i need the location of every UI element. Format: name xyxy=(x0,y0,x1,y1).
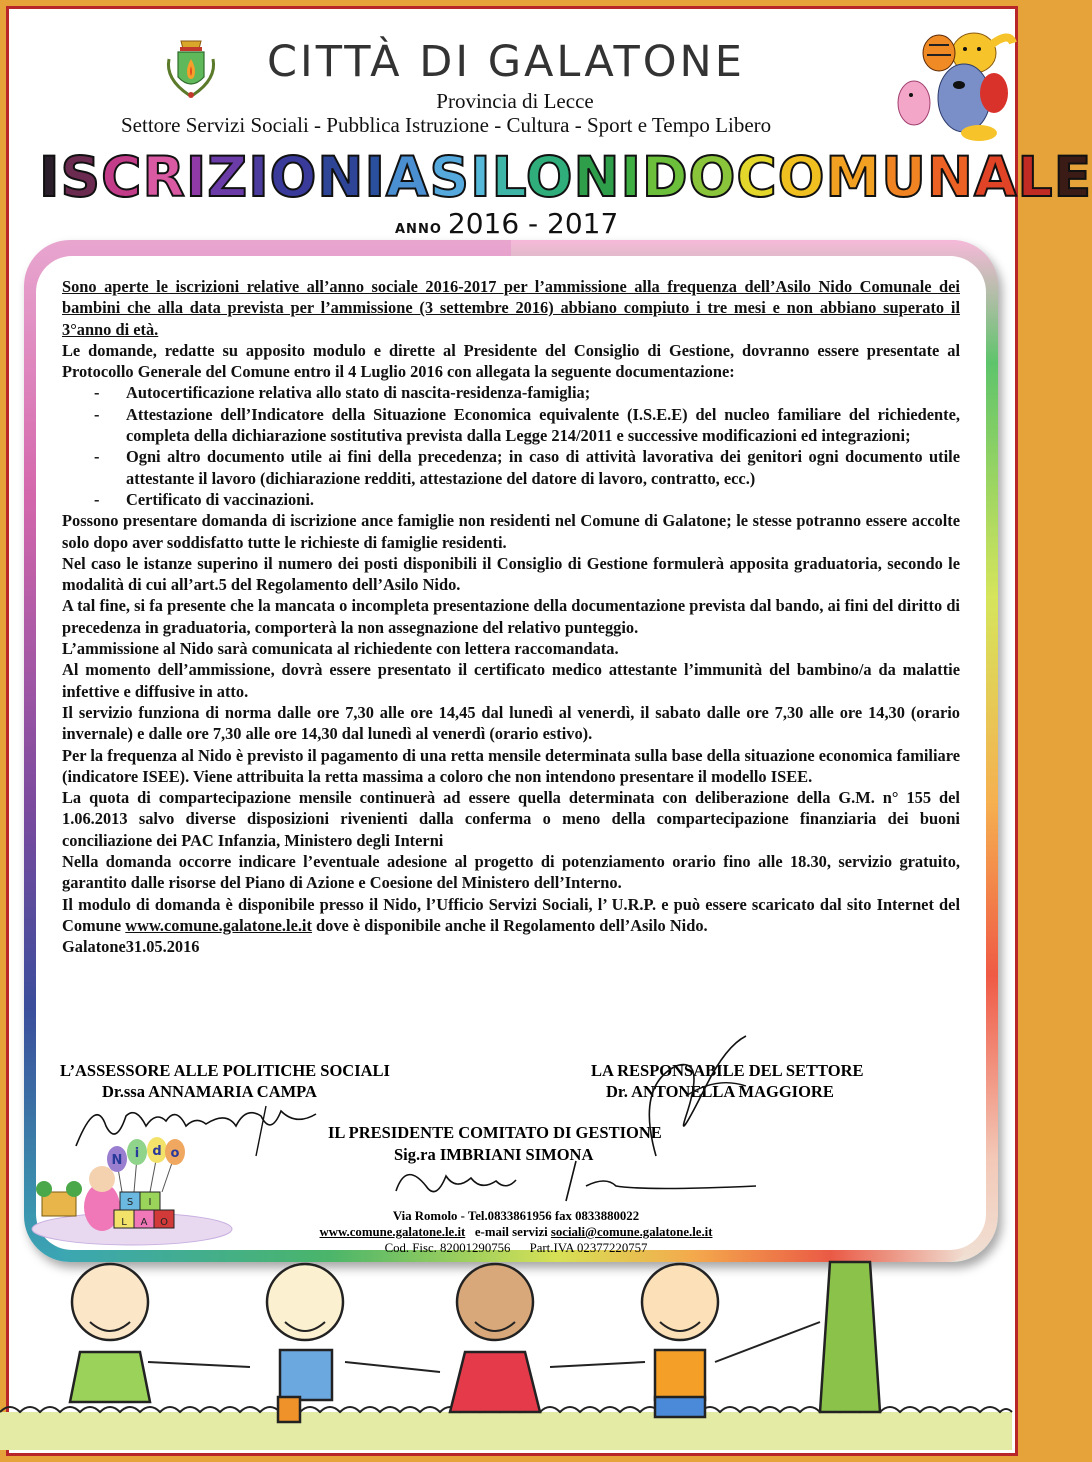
paragraph-text: dove è disponibile anche il Regolamento dell’Asilo Nido. xyxy=(311,915,708,935)
paragraph: Le domande, redatte su apposito modulo e dirette al Presidente del Consiglio di Gestione, dovranno essere presentate al Protocollo Generale del Comune entro il 4 Luglio 2016 con allegata la seguente documentazione: xyxy=(62,340,960,382)
title-letter: A xyxy=(973,145,1018,209)
paragraph: La quota di compartecipazione mensile continuerà ad essere quella determinata con deliberazione della G.M. n° 155 del 1.06.2013 salvo diverse disposizioni rivenienti dalla conferma o meno della compartecipazione finanziaria dei buoni conciliazione dei PAC Infanzia, Ministero degli Interni xyxy=(62,788,960,850)
main-title xyxy=(39,145,1092,209)
title-letter: A xyxy=(385,145,430,209)
title-word xyxy=(39,145,386,209)
center-signatory-name: Sig.ra IMBRIANI SIMONA xyxy=(394,1145,594,1164)
title-letter: Z xyxy=(207,145,249,209)
title-letter: S xyxy=(60,145,102,209)
title-letter: C xyxy=(736,145,778,209)
right-signatory-role: LA RESPONSABILE DEL SETTORE xyxy=(591,1061,864,1080)
title-letter: L xyxy=(1017,145,1054,209)
notice-date: Galatone31.05.2016 xyxy=(62,937,200,957)
year-line xyxy=(395,207,618,240)
contact-info xyxy=(266,1208,766,1256)
title-letter: O xyxy=(777,145,826,209)
address-line: Via Romolo - Tel.0833861956 fax 0833880022 xyxy=(392,1209,640,1223)
title-letter: I xyxy=(185,145,208,209)
block-letter: S xyxy=(126,1197,134,1208)
paragraph: Nella domanda occorre indicare l’eventuale adesione al progetto di potenziamento orario fino alle 18.30, servizio gratuito, garantito dalle risorse del Piano di Azione e Coesione del Ministero dell’Interno. xyxy=(62,852,960,893)
center-signatory-role: IL PRESIDENTE COMITATO DI GESTIONE xyxy=(328,1123,662,1142)
left-signatory-name: Dr.ssa ANNAMARIA CAMPA xyxy=(102,1082,317,1101)
balloon-letter: i xyxy=(134,1146,140,1161)
vat-number: Part.IVA 02377220757 xyxy=(529,1241,648,1255)
list-item: - Ogni altro documento utile ai fini della precedenza; in caso di attività lavorativa dei genitori ogni documento utile attestante il lavoro (dichiarazione redditi, attestazione del datore di lavoro, contratto, ecc.) xyxy=(62,446,960,489)
center-signature-image xyxy=(386,1156,766,1206)
list-item: - Certificato di vaccinazioni. xyxy=(62,489,960,510)
title-letter: C xyxy=(101,145,143,209)
title-letter: O xyxy=(269,145,318,209)
paragraph-text: Il modulo di domanda è disponibile presso il Nido, l’Ufficio Servizi Sociali, l’ U.R.P. e può essere scaricato dal sito Internet del Comune xyxy=(62,894,960,935)
paragraph: Possono presentare domanda di iscrizione ance famiglie non residenti nel Comune di Galatone; le stesse potranno essere accolte solo dopo aver soddisfatto tutte le richieste di famiglie residenti. xyxy=(62,511,960,552)
right-signatory-name: Dr. ANTONELLA MAGGIORE xyxy=(606,1082,834,1101)
title-letter: I xyxy=(470,145,492,209)
balloon-letter: o xyxy=(170,1146,180,1161)
paragraph: Nel caso le istanze superino il numero dei posti disponibili il Consiglio di Gestione formulerà apposita graduatoria, secondo le modalità di cui all’art.5 del Regolamento dell’Asilo Nido. xyxy=(62,553,960,595)
block-letter: L xyxy=(121,1217,127,1228)
title-letter: N xyxy=(573,145,621,209)
title-letter: L xyxy=(491,145,526,209)
title-letter: I xyxy=(248,145,270,209)
website-link[interactable]: www.comune.galatone.le.it xyxy=(125,915,312,935)
title-letter: N xyxy=(317,145,365,209)
nido-logo-illustration xyxy=(22,1137,242,1247)
right-signature-image xyxy=(616,1026,786,1166)
title-letter: U xyxy=(881,145,927,209)
children-illustration xyxy=(0,1262,1012,1450)
paragraph: A tal fine, si fa presente che la mancata o incompleta presentazione della documentazione prevista dal bando, ai fini del diritto di precedenza in graduatoria, comporterà la non assegnazione del relativo punteggio. xyxy=(62,596,960,637)
sector-label: Settore Servizi Sociali - Pubblica Istruzione - Cultura - Sport e Tempo Libero xyxy=(121,113,772,137)
block-letter: O xyxy=(160,1217,168,1228)
title-letter: E xyxy=(1053,145,1092,209)
document-list xyxy=(62,382,960,510)
notice-body xyxy=(62,276,960,958)
city-name: CITTÀ DI GALATONE xyxy=(267,37,745,87)
intro-paragraph: Sono aperte le iscrizioni relative all’anno sociale 2016-2017 per l’ammissione alla frequenza dell’Asilo Nido Comunale dei bambini che alla data prevista per l’ammissione (3 settembre 2016) abbiano compiuto i tre mesi e non abbiano superato il 3°anno di età. xyxy=(62,277,960,339)
title-letter: I xyxy=(620,145,642,209)
paragraph: Il servizio funziona di norma dalle ore 7,30 alle ore 14,45 dal lunedì al venerdì, il sabato dalle ore 7,30 alle ore 14,30 (orario invernale) e dalle ore 7,30 alle ore 14,30 dal lunedì al venerdì (orario estivo). xyxy=(62,702,960,744)
title-letter: O xyxy=(688,145,737,209)
paragraph xyxy=(62,894,960,937)
paragraph: Al momento dell’ammissione, dovrà essere presentato il certificato medico attestante l’immunità del bambino/a da malattie infettive e diffusive in atto. xyxy=(62,660,960,701)
email-label: e-mail servizi xyxy=(474,1225,551,1239)
title-letter: R xyxy=(142,145,186,209)
paragraph: Per la frequenza al Nido è previsto il pagamento di una retta mensile determinata sulla base della situazione economica familiare (indicatore ISEE). Viene attribuita la retta massima a coloro che non intendono presentare il modello ISEE. xyxy=(62,745,960,786)
title-letter: I xyxy=(39,145,61,209)
title-word xyxy=(736,145,1092,209)
year-label: ANNO xyxy=(395,222,442,237)
title-letter: M xyxy=(825,145,882,209)
left-signatory-role: L’ASSESSORE ALLE POLITICHE SOCIALI xyxy=(60,1061,390,1080)
notice-panel xyxy=(36,256,986,1255)
balloon-letter: N xyxy=(111,1153,123,1168)
tax-line xyxy=(266,1240,766,1256)
title-letter: O xyxy=(525,145,574,209)
balloon-letter: d xyxy=(152,1144,162,1159)
block-letter: I xyxy=(148,1197,152,1208)
paragraph: L’ammissione al Nido sarà comunicata al richiedente con lettera raccomandata. xyxy=(62,639,619,659)
title-letter: I xyxy=(364,145,386,209)
title-letter: D xyxy=(641,145,689,209)
title-word xyxy=(573,145,736,209)
title-word xyxy=(386,145,574,209)
list-item: - Attestazione dell’Indicatore della Situazione Economica equivalente (I.S.E.E) del nucleo familiare del richiedente, completa della dichiarazione sostitutiva prevista dalla Legge 214/2011 e successive modificazioni ed integrazioni; xyxy=(62,404,960,447)
list-item: - Autocertificazione relativa allo stato di nascita-residenza-famiglia; xyxy=(62,382,960,403)
web-email-line xyxy=(266,1224,766,1240)
title-letter: S xyxy=(429,145,471,209)
province-label: Provincia di Lecce xyxy=(436,89,594,113)
year-range: 2016 - 2017 xyxy=(447,207,619,240)
tax-code: Cod. Fisc. 82001290756 xyxy=(384,1241,511,1255)
email-link[interactable]: sociali@comune.galatone.le.it xyxy=(550,1225,713,1239)
title-letter: N xyxy=(926,145,974,209)
website-link[interactable]: www.comune.galatone.le.it xyxy=(319,1225,466,1239)
block-letter: A xyxy=(140,1217,148,1228)
cartoon-characters-illustration xyxy=(879,23,1019,148)
